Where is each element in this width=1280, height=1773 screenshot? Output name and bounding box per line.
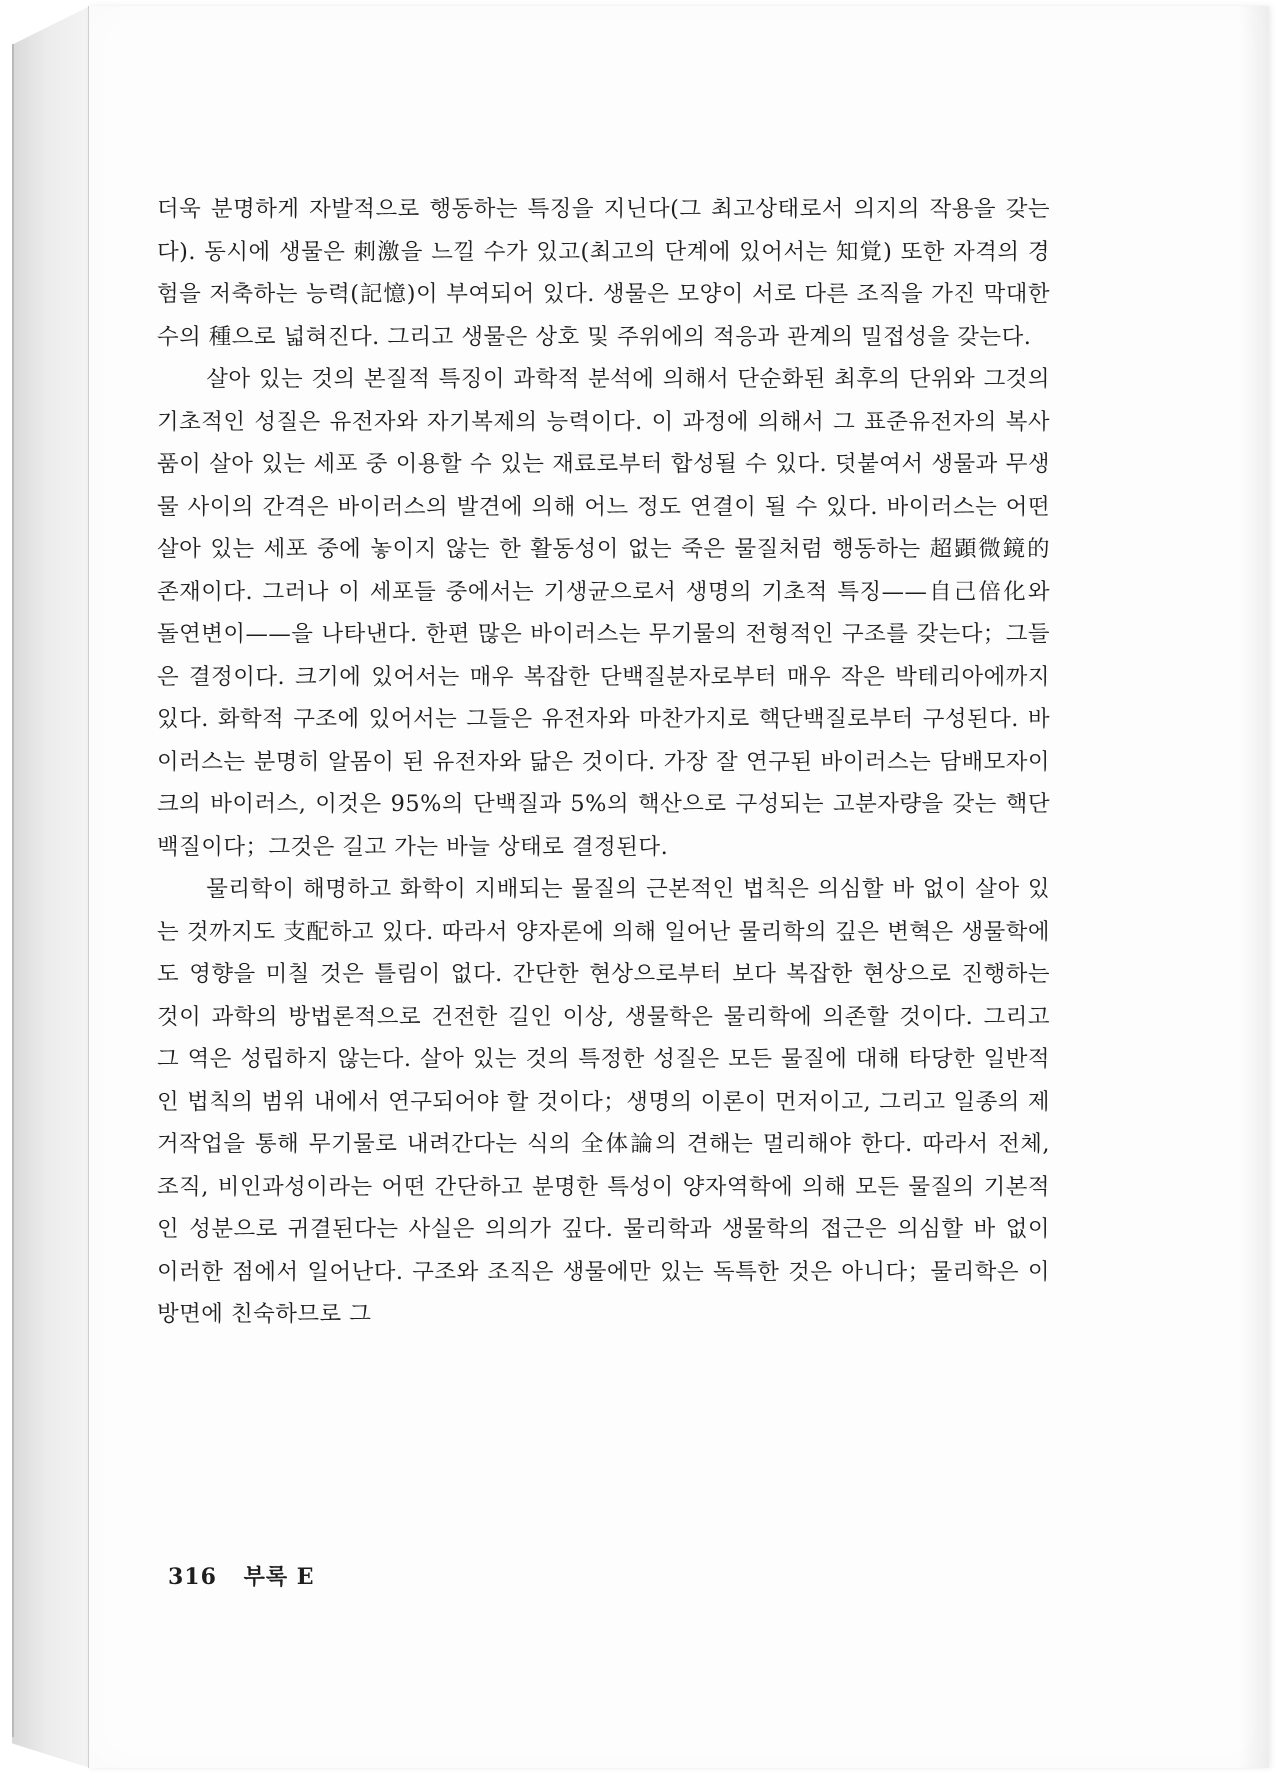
- section-label: 부록 E: [243, 1564, 315, 1590]
- book-edge: [12, 6, 90, 1768]
- paragraph-3: 물리학이 해명하고 화학이 지배되는 물질의 근본적인 법칙은 의심할 바 없이 살아 있는 것까지도 支配하고 있다. 따라서 양자론에 의해 일어난 물리학의 깊은 변혁은 생물학에도 영향을 미칠 것은 틀림이 없다. 간단한 현상으로부터 보다 복잡한 현상으로 진행하는 것이 과학의 방법론적으로 건전한 길인 이상, 생물학은 물리학에 의존할 것이다. 그리고 그 역은 성립하지 않는다. 살아 있는 것의 특정한 성질은 모든 물질에 대해 타당한 일반적인 법칙의 범위 내에서 연구되어야 할 것이다；생명의 이론이 먼저이고, 그리고 일종의 제거작업을 통해 무기물로 내려간다는 식의 全体論의 견해는 멀리해야 한다. 따라서 전체, 조직, 비인과성이라는 어떤 간단하고 분명한 특성이 양자역학에 의해 모든 물질의 기본적인 성분으로 귀결된다는 사실은 의의가 깊다. 물리학과 생물학의 접근은 의심할 바 없이 이러한 점에서 일어난다. 구조와 조직은 생물에만 있는 독특한 것은 아니다；물리학은 이 방면에 친숙하므로 그: [157, 876, 1051, 1327]
- paragraph-2: 살아 있는 것의 본질적 특징이 과학적 분석에 의해서 단순화된 최후의 단위와 그것의 기초적인 성질은 유전자와 자기복제의 능력이다. 이 과정에 의해서 그 표준유전자의 복사품이 살아 있는 세포 중 이용할 수 있는 재료로부터 합성될 수 있다. 덧붙여서 생물과 무생물 사이의 간격은 바이러스의 발견에 의해 어느 정도 연결이 될 수 있다. 바이러스는 어떤 살아 있는 세포 중에 놓이지 않는 한 활동성이 없는 죽은 물질처럼 행동하는 超顕微鏡的 존재이다. 그러나 이 세포들 중에서는 기생균으로서 생명의 기초적 특징——自己倍化와 돌연변이——을 나타낸다. 한편 많은 바이러스는 무기물의 전형적인 구조를 갖는다；그들은 결정이다. 크기에 있어서는 매우 복잡한 단백질분자로부터 매우 작은 박테리아에까지 있다. 화학적 구조에 있어서는 그들은 유전자와 마찬가지로 핵단백질로부터 구성된다. 바이러스는 분명히 알몸이 된 유전자와 닮은 것이다. 가장 잘 연구된 바이러스는 담배모자이크의 바이러스, 이것은 95%의 단백질과 5%의 핵산으로 구성되는 고분자량을 갖는 핵단백질이다；그것은 길고 가는 바늘 상태로 결정된다.: [157, 366, 1050, 860]
- page-footer: [168, 1560, 315, 1591]
- book-edge-line: [12, 44, 14, 1737]
- body-text: [157, 188, 1050, 1336]
- page-shadow: [1239, 6, 1269, 1768]
- page-number: 316: [168, 1564, 217, 1590]
- paragraph-1: 더욱 분명하게 자발적으로 행동하는 특징을 지닌다(그 최고상태로서 의지의 작용을 갖는다). 동시에 생물은 刺激을 느낄 수가 있고(최고의 단계에 있어서는 知覚) 또한 자격의 경험을 저축하는 능력(記憶)이 부여되어 있다. 생물은 모양이 서로 다른 조직을 가진 막대한 수의 種으로 넓혀진다. 그리고 생물은 상호 및 주위에의 적응과 관계의 밀접성을 갖는다.: [157, 196, 1050, 350]
